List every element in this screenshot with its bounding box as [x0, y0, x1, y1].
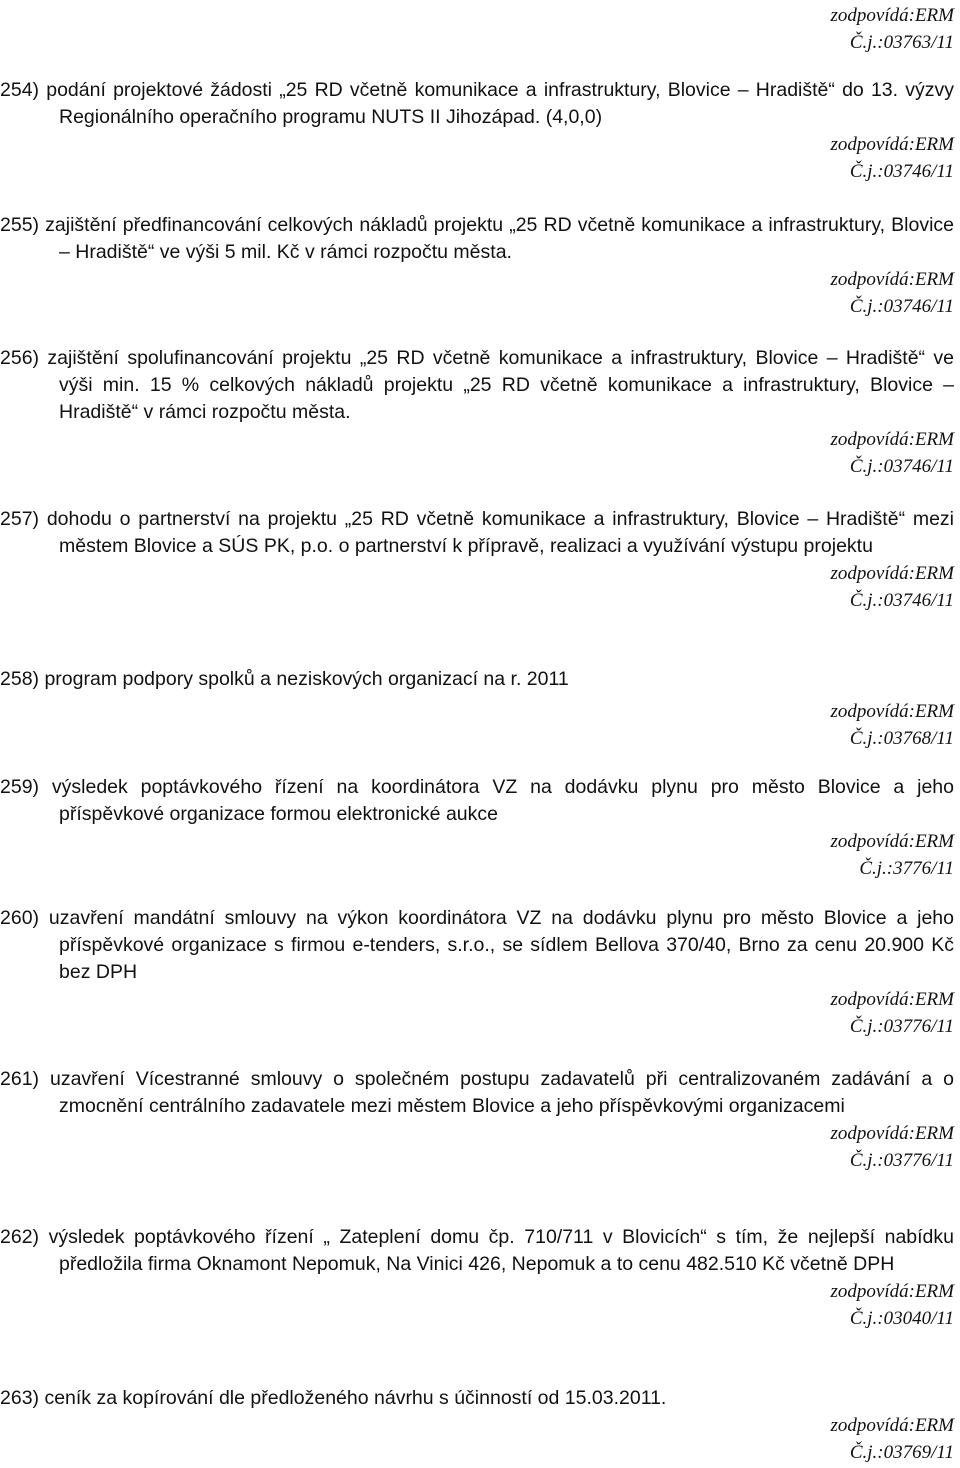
resolution-item-257 [0, 506, 954, 614]
resolution-text [0, 774, 954, 828]
item-number: 254) [0, 79, 40, 101]
reference-number: Č.j.:03040/11 [849, 1308, 954, 1329]
item-body: zajištění spolufinancování projektu „25 RD včetně komunikace a infrastruktury, Blovice – Hradiště“ ve výši min. 15 % celkových nákladů projektu „25 RD včetně komunikace a infrastruktury, Blovice – Hradiště“ v rámci rozpočtu města. [47, 347, 955, 423]
responsible-label: zodpovídá:ERM [830, 5, 954, 26]
item-references [0, 828, 954, 882]
resolution-item-256 [0, 345, 954, 480]
item-body: výsledek poptávkového řízení „ Zateplení domu čp. 710/711 v Blovicích“ s tím, že nejlepší nabídku předložila firma Oknamont Nepomuk, Na Vinici 426, Nepomuk a to cenu 482.510 Kč včetně DPH [48, 1226, 954, 1275]
resolution-text [0, 1385, 954, 1412]
item-body: zajištění předfinancování celkových nákladů projektu „25 RD včetně komunikace a infrastruktury, Blovice – Hradiště“ ve výši 5 mil. Kč v rámci rozpočtu města. [45, 214, 955, 263]
item-references [0, 426, 954, 480]
resolution-text [0, 212, 954, 266]
responsible-label: zodpovídá:ERM [830, 563, 954, 584]
item-number: 258) [0, 668, 40, 690]
item-references [0, 1412, 954, 1466]
responsible-label: zodpovídá:ERM [830, 429, 954, 450]
item-number: 261) [0, 1068, 40, 1090]
resolution-item-254 [0, 77, 954, 185]
item-number: 255) [0, 214, 40, 236]
item-references [0, 131, 954, 185]
reference-number: Č.j.:03769/11 [849, 1442, 954, 1463]
resolution-item-255 [0, 212, 954, 320]
responsible-label: zodpovídá:ERM [830, 1281, 954, 1302]
item-number: 257) [0, 508, 40, 530]
reference-number: Č.j.:03746/11 [849, 161, 954, 182]
resolution-text [0, 666, 954, 693]
item-references [0, 986, 954, 1040]
responsible-label: zodpovídá:ERM [830, 701, 954, 722]
resolution-text [0, 77, 954, 131]
item-body: uzavření mandátní smlouvy na výkon koordinátora VZ na dodávku plynu pro město Blovice a jeho příspěvkové organizace s firmou e-tenders, s.r.o., se sídlem Bellova 370/40, Brno za cenu 20.900 Kč bez DPH [48, 907, 954, 983]
item-references [0, 1278, 954, 1332]
reference-number: Č.j.:03768/11 [849, 728, 954, 749]
resolution-text [0, 1066, 954, 1120]
responsible-label: zodpovídá:ERM [830, 1415, 954, 1436]
item-body: program podpory spolků a neziskových organizací na r. 2011 [44, 668, 569, 690]
item-body: uzavření Vícestranné smlouvy o společném postupu zadavatelů při centralizovaném zadávání a o zmocnění centrálního zadavatele mezi městem Blovice a jeho příspěvkovými organizacemi [49, 1068, 954, 1117]
item-number: 263) [0, 1387, 40, 1409]
item-references [0, 698, 954, 752]
responsible-label: zodpovídá:ERM [830, 269, 954, 290]
resolution-item-259 [0, 774, 954, 882]
responsible-label: zodpovídá:ERM [830, 134, 954, 155]
item-number: 262) [0, 1226, 40, 1248]
item-number: 259) [0, 776, 40, 798]
resolution-text [0, 345, 954, 426]
resolution-item-258 [0, 666, 954, 752]
item-body: dohodu o partnerství na projektu „25 RD včetně komunikace a infrastruktury, Blovice – Hradiště“ mezi městem Blovice a SÚS PK, p.o. o partnerství k přípravě, realizaci a využívání výstupu projektu [46, 508, 955, 557]
item-number: 260) [0, 907, 40, 929]
reference-number: Č.j.:03746/11 [849, 590, 954, 611]
resolution-item-260 [0, 905, 954, 1040]
item-number: 256) [0, 347, 40, 369]
resolution-item-262 [0, 1224, 954, 1332]
responsible-label: zodpovídá:ERM [830, 989, 954, 1010]
reference-number: Č.j.:03763/11 [849, 32, 954, 53]
resolution-item-263 [0, 1385, 954, 1466]
item-body: ceník za kopírování dle předloženého návrhu s účinností od 15.03.2011. [44, 1387, 667, 1409]
responsible-label: zodpovídá:ERM [830, 831, 954, 852]
reference-number: Č.j.:03776/11 [849, 1016, 954, 1037]
item-body: podání projektové žádosti „25 RD včetně komunikace a infrastruktury, Blovice – Hradiště“ do 13. výzvy Regionálního operačního programu NUTS II Jihozápad. (4,0,0) [46, 79, 955, 128]
reference-number: Č.j.:03746/11 [849, 456, 954, 477]
resolution-text [0, 905, 954, 986]
resolution-text [0, 1224, 954, 1278]
item-body: výsledek poptávkového řízení na koordinátora VZ na dodávku plynu pro město Blovice a jeho příspěvkové organizace formou elektronické aukce [51, 776, 954, 825]
top-reference [831, 2, 954, 56]
resolution-item-261 [0, 1066, 954, 1174]
item-references [0, 560, 954, 614]
resolution-text [0, 506, 954, 560]
reference-number: Č.j.:03776/11 [849, 1150, 954, 1171]
reference-number: Č.j.:3776/11 [859, 858, 954, 879]
item-references [0, 266, 954, 320]
responsible-label: zodpovídá:ERM [830, 1123, 954, 1144]
reference-number: Č.j.:03746/11 [849, 296, 954, 317]
item-references [0, 1120, 954, 1174]
